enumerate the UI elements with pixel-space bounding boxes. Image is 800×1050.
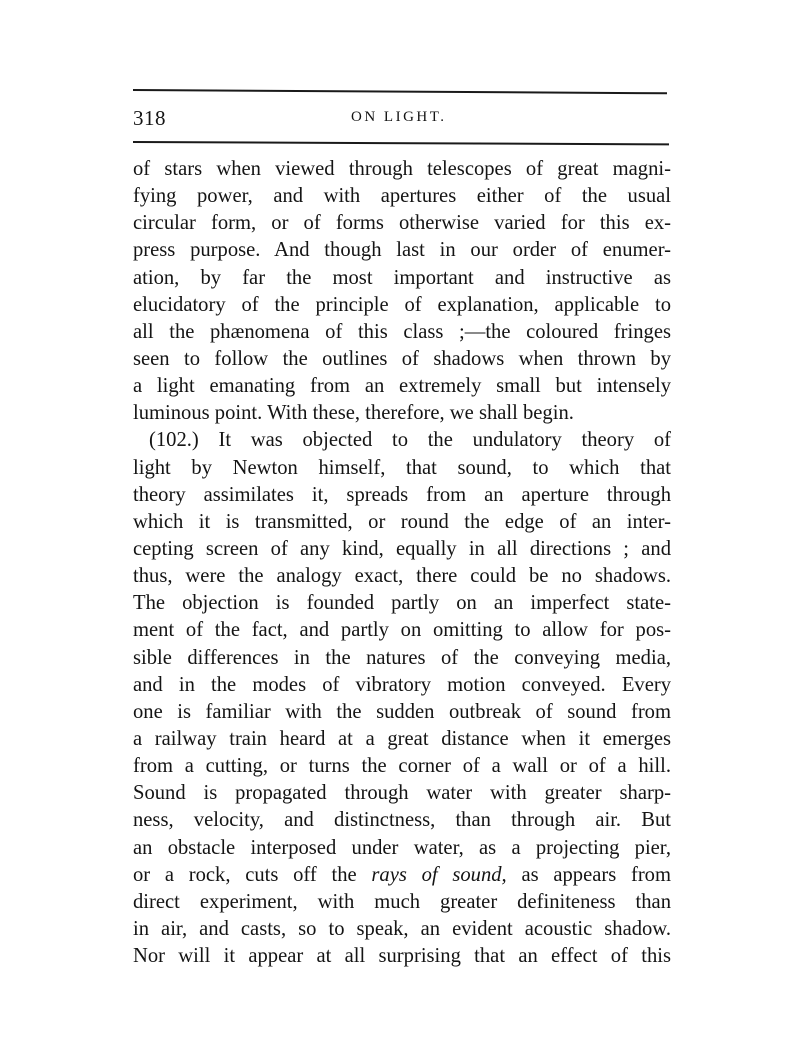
- text-line: ment of the fact, and partly on omitting to allow for pos-: [133, 619, 671, 642]
- text-line: sible differences in the natures of the conveying media,: [133, 646, 671, 669]
- text-line: seen to follow the outlines of shadows when thrown by: [133, 347, 671, 370]
- page-number: 318: [133, 106, 166, 130]
- text-line: Nor will it appear at all surprising that an effect of this: [133, 945, 671, 968]
- text-line: a light emanating from an extremely small but intensely: [133, 375, 671, 398]
- text-line: The objection is founded partly on an imperfect state-: [133, 592, 671, 615]
- text-line: elucidatory of the principle of explanation, applicable to: [133, 293, 671, 316]
- text-line: an obstacle interposed under water, as a projecting pier,: [133, 836, 671, 859]
- text-line: thus, were the analogy exact, there could be no shadows.: [133, 565, 671, 588]
- text-line: luminous point. With these, therefore, we shall begin.: [133, 402, 574, 425]
- text-line: from a cutting, or turns the corner of a wall or of a hill.: [133, 755, 671, 778]
- text-line: ness, velocity, and distinctness, than through air. But: [133, 809, 671, 832]
- text-line: ation, by far the most important and instructive as: [133, 266, 671, 289]
- text-line: cepting screen of any kind, equally in all directions ; and: [133, 537, 671, 560]
- text-line: which it is transmitted, or round the edge of an inter-: [133, 510, 671, 533]
- text-line: all the phænomena of this class ;—the coloured fringes: [133, 320, 671, 343]
- text-line: light by Newton himself, that sound, to which that: [133, 456, 671, 479]
- text-fragment: or a rock, cuts off the: [133, 863, 372, 886]
- text-line: direct experiment, with much greater definiteness than: [133, 890, 671, 913]
- header-rule-bottom: [133, 141, 669, 145]
- italic-phrase: rays of sound,: [371, 863, 507, 886]
- text-line: a railway train heard at a great distance when it emerges: [133, 727, 671, 750]
- text-line: Sound is propagated through water with greater sharp-: [133, 782, 671, 805]
- body-text: [133, 156, 671, 970]
- text-line: in air, and casts, so to speak, an evident acoustic shadow.: [133, 917, 671, 940]
- running-head: [133, 106, 667, 132]
- header-rule-top: [133, 89, 667, 94]
- text-line: fying power, and with apertures either of the usual: [133, 185, 671, 208]
- paragraph-start-line: (102.) It was objected to the undulatory theory of: [149, 429, 671, 452]
- text-line: circular form, or of forms otherwise varied for this ex-: [133, 212, 671, 235]
- text-fragment: as appears from: [506, 863, 671, 886]
- running-title: ON LIGHT.: [351, 109, 447, 125]
- text-line-with-italic: [133, 862, 671, 889]
- text-line: press purpose. And though last in our order of enumer-: [133, 239, 671, 262]
- text-line: of stars when viewed through telescopes of great magni-: [133, 158, 671, 180]
- text-line: theory assimilates it, spreads from an aperture through: [133, 483, 671, 506]
- text-line: and in the modes of vibratory motion conveyed. Every: [133, 673, 671, 696]
- text-line: one is familiar with the sudden outbreak of sound from: [133, 700, 671, 723]
